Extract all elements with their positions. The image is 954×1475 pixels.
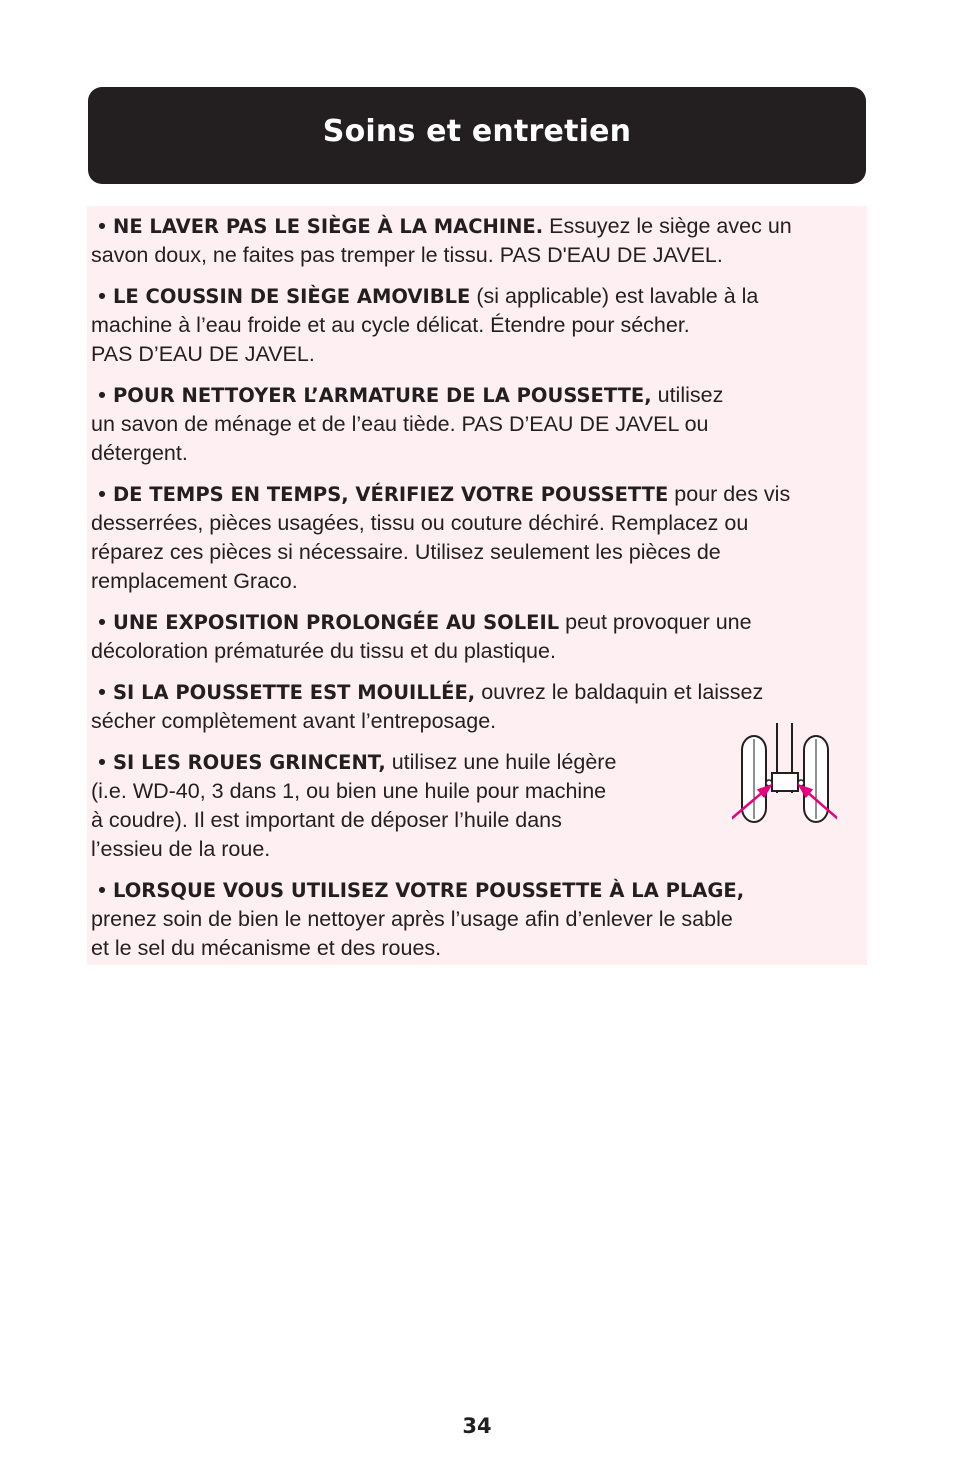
- item-lead: LORSQUE VOUS UTILISEZ VOTRE POUSSETTE À LA PLAGE,: [113, 879, 745, 902]
- list-item-squeaky-wheels: [91, 748, 701, 864]
- item-text: décoloration prématurée du tissu et du plastique.: [91, 639, 556, 663]
- wheel-axle-oil-icon: [732, 721, 837, 831]
- bullet-dot: •: [98, 284, 106, 308]
- item-text: pour des vis: [668, 482, 791, 506]
- item-text: un savon de ménage et de l’eau tiède. PAS D’EAU DE JAVEL ou: [91, 412, 709, 436]
- list-item-clean-frame: [91, 381, 791, 468]
- item-text: machine à l’eau froide et au cycle délicat. Étendre pour sécher.: [91, 313, 690, 337]
- bullet-dot: •: [98, 383, 106, 407]
- page-title: Soins et entretien: [322, 114, 632, 149]
- item-text: desserrées, pièces usagées, tissu ou couture déchiré. Remplacez ou: [91, 511, 749, 535]
- list-item-check-stroller: [91, 480, 851, 596]
- item-text: et le sel du mécanisme et des roues.: [91, 936, 442, 960]
- bullet-dot: •: [98, 878, 106, 902]
- list-item-beach-use: [91, 876, 851, 963]
- bullet-dot: •: [98, 750, 106, 774]
- item-text: ouvrez le baldaquin et laissez: [475, 680, 764, 704]
- item-lead: NE LAVER PAS LE SIÈGE À LA MACHINE.: [113, 215, 544, 238]
- list-item-sun-exposure: [91, 608, 841, 666]
- item-lead: SI LA POUSSETTE EST MOUILLÉE,: [113, 681, 476, 704]
- item-text: détergent.: [91, 441, 188, 465]
- item-text: (i.e. WD-40, 3 dans 1, ou bien une huile pour machine: [91, 779, 607, 803]
- item-text: prenez soin de bien le nettoyer après l’usage afin d’enlever le sable: [91, 907, 733, 931]
- section-header: [88, 87, 866, 184]
- item-text: utilisez une huile légère: [385, 750, 617, 774]
- bullet-dot: •: [98, 610, 106, 634]
- bullet-dot: •: [98, 214, 106, 238]
- item-text: (si applicable) est lavable à la: [470, 284, 759, 308]
- item-lead: UNE EXPOSITION PROLONGÉE AU SOLEIL: [113, 611, 560, 634]
- page-number: 34: [462, 1414, 492, 1438]
- item-lead: SI LES ROUES GRINCENT,: [113, 751, 386, 774]
- bullet-dot: •: [98, 680, 106, 704]
- list-item-no-machine-wash: [91, 212, 861, 270]
- item-text: l’essieu de la roue.: [91, 837, 271, 861]
- item-text: sécher complètement avant l’entreposage.: [91, 709, 497, 733]
- item-lead: POUR NETTOYER L’ARMATURE DE LA POUSSETTE,: [113, 384, 652, 407]
- item-text: Essuyez le siège avec un: [543, 214, 792, 238]
- list-item-wet-stroller: [91, 678, 841, 736]
- bullet-dot: •: [98, 482, 106, 506]
- care-instructions-panel: [87, 206, 867, 965]
- item-text: à coudre). Il est important de déposer l’huile dans: [91, 808, 562, 832]
- item-lead: LE COUSSIN DE SIÈGE AMOVIBLE: [113, 285, 471, 308]
- item-text: savon doux, ne faites pas tremper le tissu. PAS D'EAU DE JAVEL.: [91, 243, 723, 267]
- item-text: utilisez: [651, 383, 724, 407]
- list-item-seat-pad: [91, 282, 811, 369]
- item-text: remplacement Graco.: [91, 569, 298, 593]
- item-text: réparez ces pièces si nécessaire. Utilisez seulement les pièces de: [91, 540, 721, 564]
- item-lead: DE TEMPS EN TEMPS, VÉRIFIEZ VOTRE POUSSETTE: [113, 483, 669, 506]
- item-text: PAS D’EAU DE JAVEL.: [91, 342, 315, 366]
- item-text: peut provoquer une: [559, 610, 752, 634]
